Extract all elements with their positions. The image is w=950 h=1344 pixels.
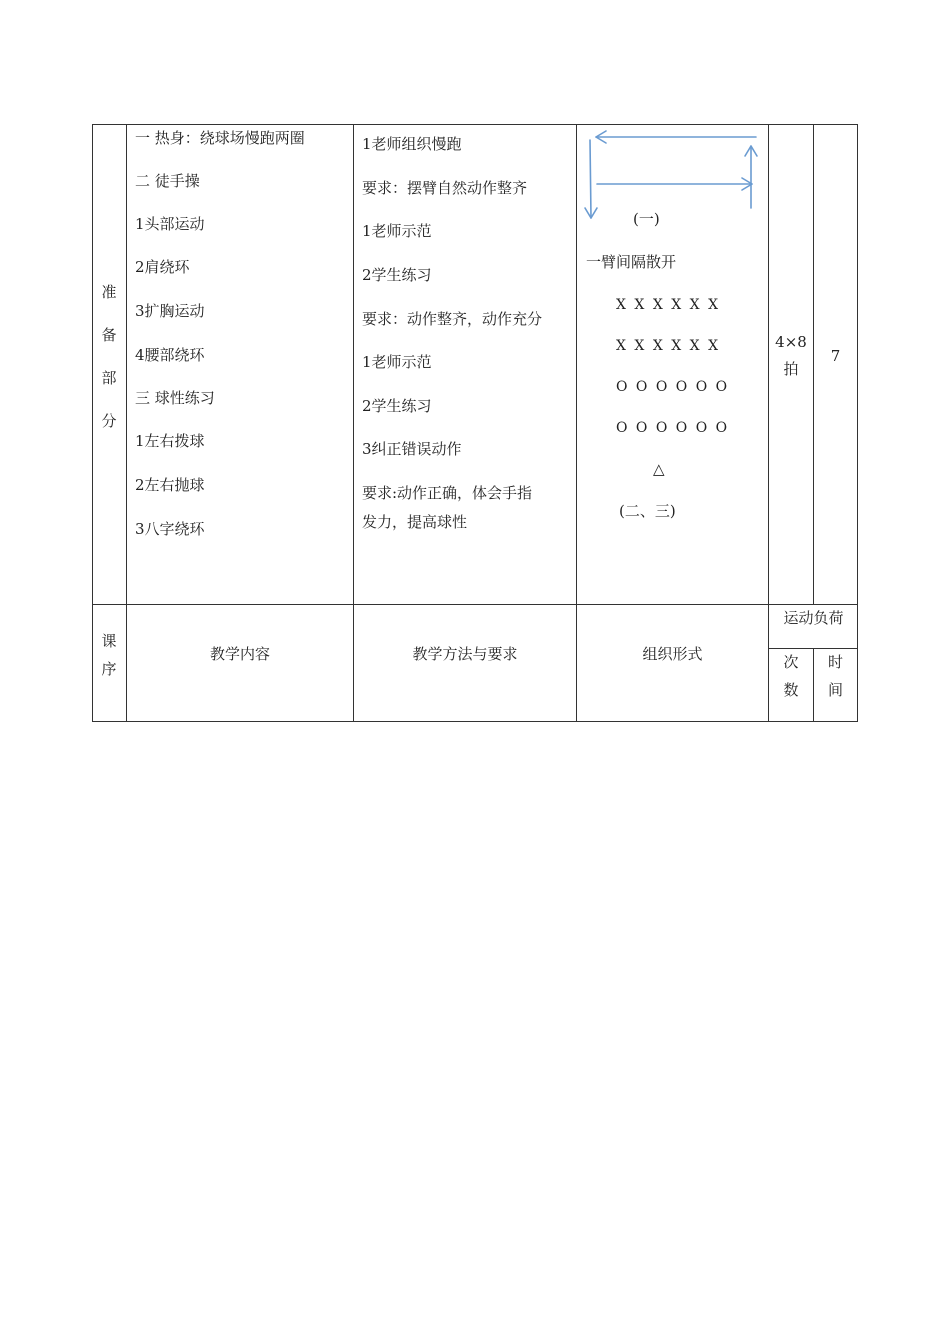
org-label-3: (二、三) — [619, 502, 676, 520]
method-line: 要求：摆臂自然动作整齐 — [362, 179, 528, 197]
content-line: 一 热身：绕球场慢跑两圈 — [135, 129, 305, 147]
header-time-char: 间 — [827, 681, 843, 699]
header-org: 组织形式 — [642, 645, 703, 663]
teacher-position-icon: △ — [653, 460, 665, 478]
formation-row: O O O O O O — [616, 420, 730, 436]
formation-row: X X X X X X — [616, 297, 721, 313]
formation-row: X X X X X X — [616, 338, 721, 354]
method-line: 2学生练习 — [362, 397, 432, 415]
method-line: 1老师示范 — [362, 222, 432, 240]
method-line: 要求：动作整齐，动作充分 — [362, 310, 543, 328]
content-line: 1左右拨球 — [135, 432, 205, 450]
header-order-char: 序 — [101, 660, 117, 678]
content-line: 3扩胸运动 — [135, 302, 205, 320]
section-label-prep — [96, 281, 122, 453]
content-line: 2肩绕环 — [135, 258, 190, 276]
content-line: 2左右抛球 — [135, 476, 205, 494]
table-border-right — [857, 124, 858, 722]
section-label-char: 备 — [101, 326, 117, 344]
col-divider-3 — [576, 124, 577, 722]
jog-route-arrows-icon — [580, 128, 765, 223]
table-border-left — [92, 124, 93, 722]
count-unit: 拍 — [783, 360, 799, 378]
table-divider-row — [92, 604, 858, 605]
content-line: 三 球性练习 — [135, 389, 215, 407]
header-time-char: 时 — [827, 653, 843, 671]
content-line: 二 徒手操 — [135, 172, 200, 190]
header-order-char: 课 — [101, 632, 117, 650]
method-line: 3纠正错误动作 — [362, 440, 462, 458]
org-label-1: (一) — [633, 210, 660, 228]
col-divider-2 — [353, 124, 354, 722]
section-label-char: 部 — [101, 369, 117, 387]
content-line: 1头部运动 — [135, 215, 205, 233]
header-time — [814, 651, 857, 701]
content-line: 3八字绕环 — [135, 520, 205, 538]
header-count — [769, 651, 813, 701]
method-line: 1老师组织慢跑 — [362, 135, 462, 153]
section-label-char: 准 — [101, 283, 117, 301]
header-order — [96, 630, 122, 680]
table-border-bottom — [92, 721, 858, 722]
header-method: 教学方法与要求 — [412, 645, 518, 663]
content-line: 4腰部绕环 — [135, 346, 205, 364]
col-divider-4 — [768, 124, 769, 722]
section-label-char: 分 — [101, 412, 117, 430]
time-value: 7 — [830, 347, 841, 365]
count-value: 4×8 — [775, 333, 807, 351]
formation-row: O O O O O O — [616, 379, 730, 395]
method-line: 要求:动作正确，体会手指 — [362, 484, 533, 502]
col-divider-1 — [126, 124, 127, 722]
method-line: 发力，提高球性 — [362, 513, 468, 531]
method-line: 2学生练习 — [362, 266, 432, 284]
header-count-char: 数 — [783, 681, 799, 699]
org-label-2: 一臂间隔散开 — [586, 253, 677, 271]
table-border-top — [92, 124, 858, 125]
header-content: 教学内容 — [209, 645, 270, 663]
header-count-char: 次 — [783, 653, 799, 671]
header-load: 运动负荷 — [783, 609, 844, 627]
method-line: 1老师示范 — [362, 353, 432, 371]
